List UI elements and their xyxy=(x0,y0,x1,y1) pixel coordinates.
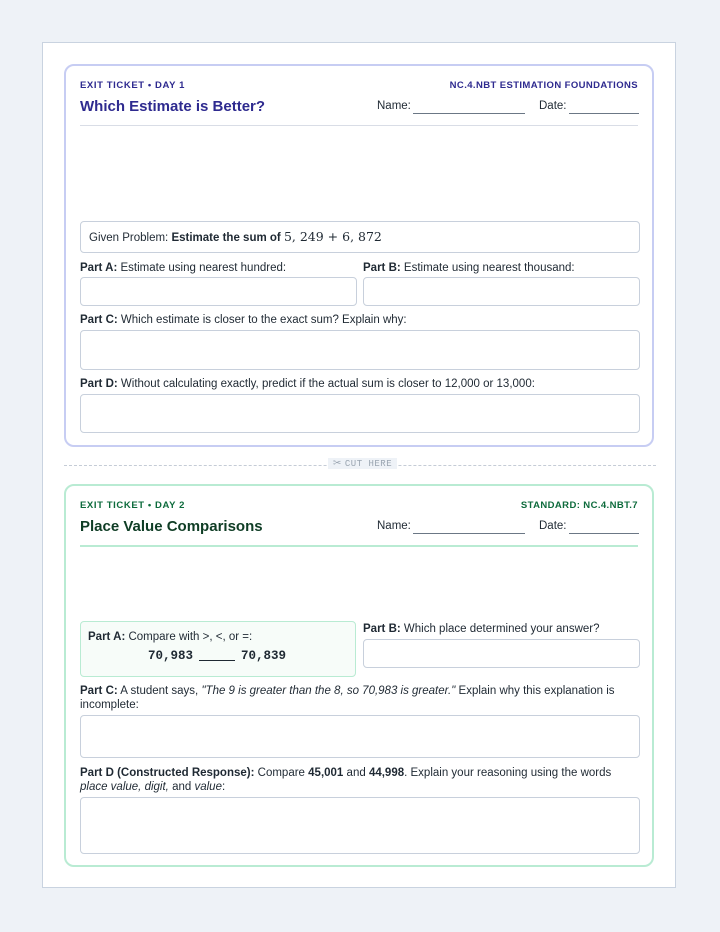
part-d-label: Part D: xyxy=(80,378,118,390)
name-field[interactable] xyxy=(413,113,525,114)
part-b-label: Part B: xyxy=(363,262,401,274)
part-c-answer-box[interactable] xyxy=(80,330,640,370)
part-a-label: Part A: xyxy=(88,631,126,643)
part-c-text: Which estimate is closer to the exact sum? Explain why: xyxy=(120,314,407,326)
part-a-compare-box xyxy=(80,621,356,677)
given-instruction: Estimate the sum of xyxy=(171,232,281,244)
part-b-label: Part B: xyxy=(363,623,401,635)
part-d-answer-box[interactable] xyxy=(80,797,640,854)
part-c-label: Part C: xyxy=(80,685,118,697)
ticket-eyebrow: EXIT TICKET • DAY 1 xyxy=(80,80,185,91)
name-field[interactable] xyxy=(413,533,525,534)
part-a-prompt xyxy=(80,261,286,275)
ticket-header xyxy=(80,80,638,126)
part-a-prompt xyxy=(88,630,252,644)
part-b-text: Estimate using nearest thousand: xyxy=(403,262,575,274)
part-d-intro: Compare xyxy=(257,767,305,779)
part-c-intro: A student says, xyxy=(120,685,199,697)
part-a-text: Estimate using nearest hundred: xyxy=(120,262,287,274)
given-prefix: Given Problem: xyxy=(89,232,169,244)
part-d-colon: : xyxy=(221,781,226,793)
ticket-title: Which Estimate is Better? xyxy=(80,98,266,115)
part-a-label: Part A: xyxy=(80,262,118,274)
comparison-expression xyxy=(148,649,286,663)
given-expression: 5, 249 + 6, 872 xyxy=(283,229,382,244)
standard-tag: NC.4.NBT ESTIMATION FOUNDATIONS xyxy=(449,80,638,91)
part-c-label: Part C: xyxy=(80,314,118,326)
part-b-text: Which place determined your answer? xyxy=(403,623,600,635)
part-a-text: Compare with >, <, or =: xyxy=(128,631,253,643)
compare-left-number: 70,983 xyxy=(148,649,194,663)
header-divider xyxy=(80,545,638,547)
part-b-answer-box[interactable] xyxy=(363,277,640,306)
part-d-label: Part D (Constructed Response): xyxy=(80,767,255,779)
given-problem xyxy=(80,221,640,253)
student-quote: "The 9 is greater than the 8, so 70,983 is greater." xyxy=(201,685,456,697)
name-label: Name: xyxy=(377,520,411,532)
part-a-answer-box[interactable] xyxy=(80,277,357,306)
scissors-icon: ✂ xyxy=(333,458,342,469)
part-b-prompt xyxy=(363,261,575,275)
date-label: Date: xyxy=(539,520,567,532)
ticket-eyebrow: EXIT TICKET • DAY 2 xyxy=(80,500,185,511)
ticket-title: Place Value Comparisons xyxy=(80,518,263,535)
name-label: Name: xyxy=(377,100,411,112)
compare-blank[interactable] xyxy=(199,660,235,661)
ticket-header xyxy=(80,500,638,546)
part-d-and-2: and xyxy=(172,781,192,793)
date-label: Date: xyxy=(539,100,567,112)
vocab-words: place value, digit, xyxy=(80,781,169,793)
part-c-instruction: Explain why this explanation is incomplete: xyxy=(80,685,615,711)
part-d-instruction: . Explain your reasoning using the words xyxy=(404,767,612,779)
vocab-word-value: value xyxy=(194,781,222,793)
part-d-prompt xyxy=(80,766,640,794)
header-divider xyxy=(80,125,638,126)
part-b-prompt xyxy=(363,622,600,636)
part-c-prompt xyxy=(80,313,407,327)
part-c-prompt xyxy=(80,684,640,712)
number-two: 44,998 xyxy=(368,767,405,779)
part-b-answer-box[interactable] xyxy=(363,639,640,668)
number-one: 45,001 xyxy=(308,767,344,779)
date-field[interactable] xyxy=(569,533,639,534)
standard-tag: STANDARD: NC.4.NBT.7 xyxy=(520,500,638,511)
part-d-and: and xyxy=(346,767,366,779)
compare-right-number: 70,839 xyxy=(241,649,287,663)
cut-label-text: CUT HERE xyxy=(344,459,393,469)
date-field[interactable] xyxy=(569,113,639,114)
exit-ticket-day-2 xyxy=(64,484,654,867)
part-c-answer-box[interactable] xyxy=(80,715,640,758)
part-d-answer-box[interactable] xyxy=(80,394,640,433)
exit-ticket-day-1 xyxy=(64,64,654,447)
cut-label xyxy=(328,458,397,469)
part-d-prompt xyxy=(80,377,535,391)
part-d-text: Without calculating exactly, predict if the actual sum is closer to 12,000 or 13,000: xyxy=(120,378,535,390)
